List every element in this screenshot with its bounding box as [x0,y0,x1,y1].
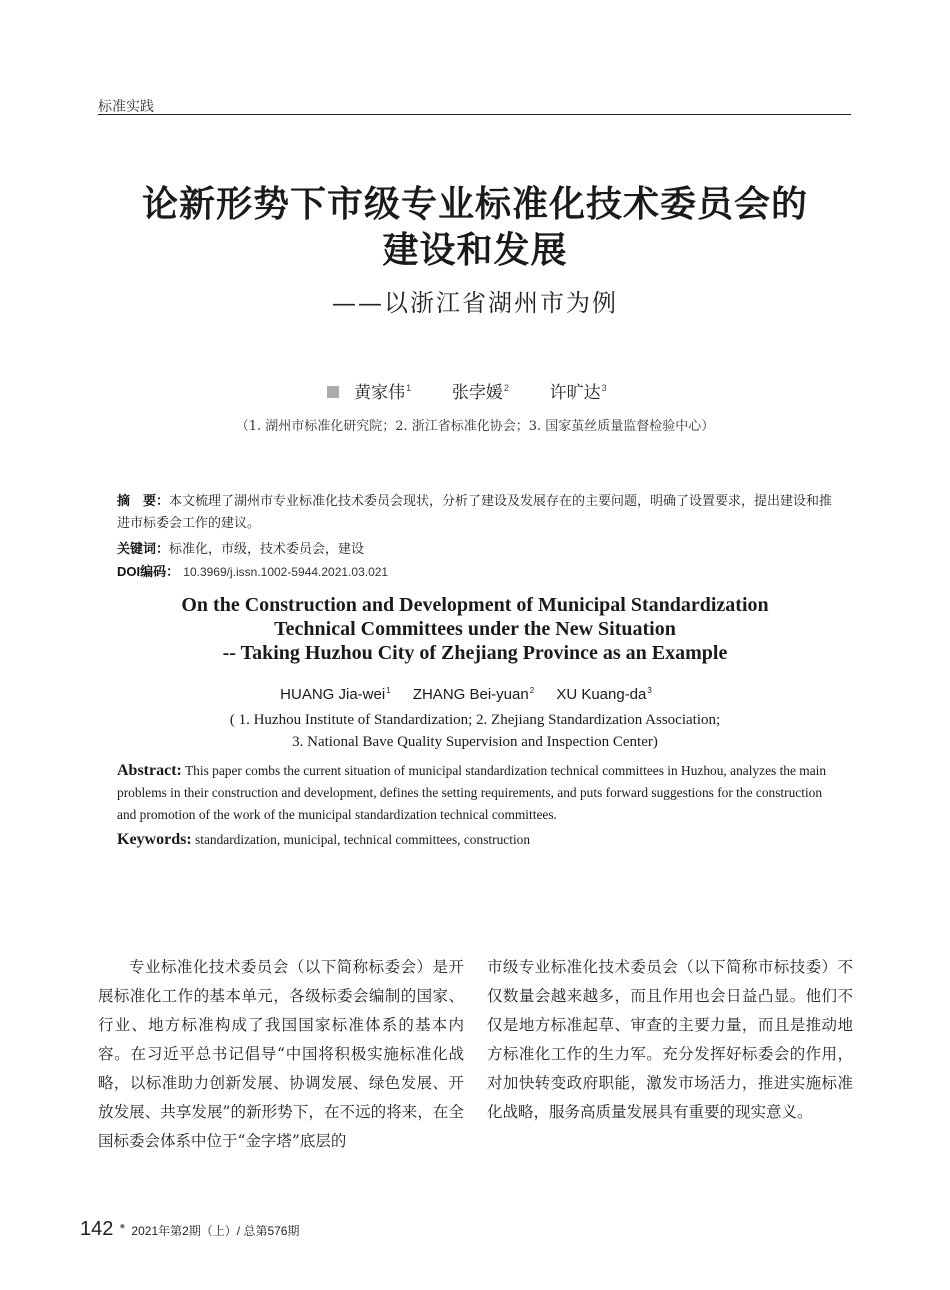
authors-chinese [0,378,950,403]
issue-info: 2021年第2期（上）/ 总第576期 [131,1224,300,1238]
author-name: XU Kuang-da [556,686,647,703]
title-en-line-2: Technical Committees under the New Situation [274,618,676,640]
article-title-line-2: 建设和发展 [382,229,568,271]
body-column-right [487,953,853,1127]
author-affil-marker: 1 [386,686,391,695]
author-en-1 [280,686,390,703]
header-divider [98,114,851,115]
author-affil-marker: 1 [406,383,412,394]
keywords-en-text: standardization, municipal, technical committees, construction [195,832,531,847]
doi-row [117,561,837,584]
page-footer [80,1218,299,1241]
abstract-en-text: This paper combs the current situation of municipal standardization technical committees in Huzhou, analyzes the main problems in their construction and development, defines the setting requirements, and puts forward suggestions for the construction and promotion of the work of the municipal standardization technical committees. [117,763,827,822]
author-name: 张孛媛 [451,383,503,402]
author-name: HUANG Jia-wei [280,686,386,703]
bullet-dot-icon: ● [119,1221,126,1232]
abstract-english [117,760,837,826]
author-en-3 [556,686,652,703]
author-name: 黄家伟 [354,383,406,402]
doi-label: DOI编码： [117,564,180,579]
author-affil-marker: 3 [647,686,652,695]
author-affil-marker: 2 [503,383,509,394]
author-name: ZHANG Bei-yuan [412,686,529,703]
affiliations-english [0,709,950,753]
author-affil-marker: 2 [529,686,535,695]
author-name: 许旷达 [549,383,601,402]
abstract-en-label: Abstract: [117,762,182,779]
page-number: 142 [80,1218,114,1240]
body-paragraph: 专业标准化技术委员会（以下简称标委会）是开展标准化工作的基本单元，各级标委会编制的国家、行业、地方标准构成了我国国家标准体系的基本内容。在习近平总书记倡导“中国将积极实施标准化战略，以标准助力创新发展、协调发展、绿色发展、开放发展、共享发展”的新形势下，在不远的将来，在全国标委会体系中位于“金字塔”底层的 [98,958,464,1150]
keywords-label: 关键词： [117,541,170,556]
affiliations-en-line-1: ( 1. Huzhou Institute of Standardization; 2. Zhejiang Standardization Association; [229,712,721,728]
abstract-chinese [117,490,837,535]
keywords-chinese [117,538,837,561]
abstract-text: 本文梳理了湖州市专业标准化技术委员会现状，分析了建设及发展存在的主要问题，明确了设置要求，提出建设和推进市标委会工作的建议。 [117,494,833,531]
article-subtitle: ——以浙江省湖州市为例 [332,289,618,317]
keywords-en-label: Keywords: [117,831,192,848]
authors-english [0,686,950,703]
article-title-line-1: 论新形势下市级专业标准化技术委员会的 [141,183,808,225]
abstract-label: 摘 要： [117,493,170,508]
author-cn-3 [550,383,607,402]
keywords-english [117,829,837,851]
keywords-text: 标准化，市级，技术委员会，建设 [169,542,365,557]
title-en-line-3: -- Taking Huzhou City of Zhejiang Province as an Example [222,642,728,664]
section-label: 标准实践 [98,99,154,115]
article-title-english [90,593,860,665]
title-en-line-1: On the Construction and Development of Municipal Standardization [181,594,769,616]
affiliations-chinese: （1. 湖州市标准化研究院；2. 浙江省标准化协会；3. 国家茧丝质量监督检验中心） [235,419,715,434]
author-en-2 [413,686,534,703]
author-cn-2 [452,383,509,402]
body-paragraph: 市级专业标准化技术委员会（以下简称市标技委）不仅数量会越来越多，而且作用也会日益凸显。他们不仅是地方标准起草、审查的主要力量，而且是推动地方标准化工作的生力军。充分发挥好标委会的作用，对加快转变政府职能，激发市场活力，推进实施标准化战略，服务高质量发展具有重要的现实意义。 [487,958,853,1121]
author-cn-1 [354,383,411,402]
square-bullet-icon [327,386,339,398]
doi-value: 10.3969/j.issn.1002-5944.2021.03.021 [183,565,389,579]
author-affil-marker: 3 [601,383,607,394]
affiliations-en-line-2: 3. National Bave Quality Supervision and Inspection Center) [292,734,658,750]
body-column-left [98,953,464,1156]
